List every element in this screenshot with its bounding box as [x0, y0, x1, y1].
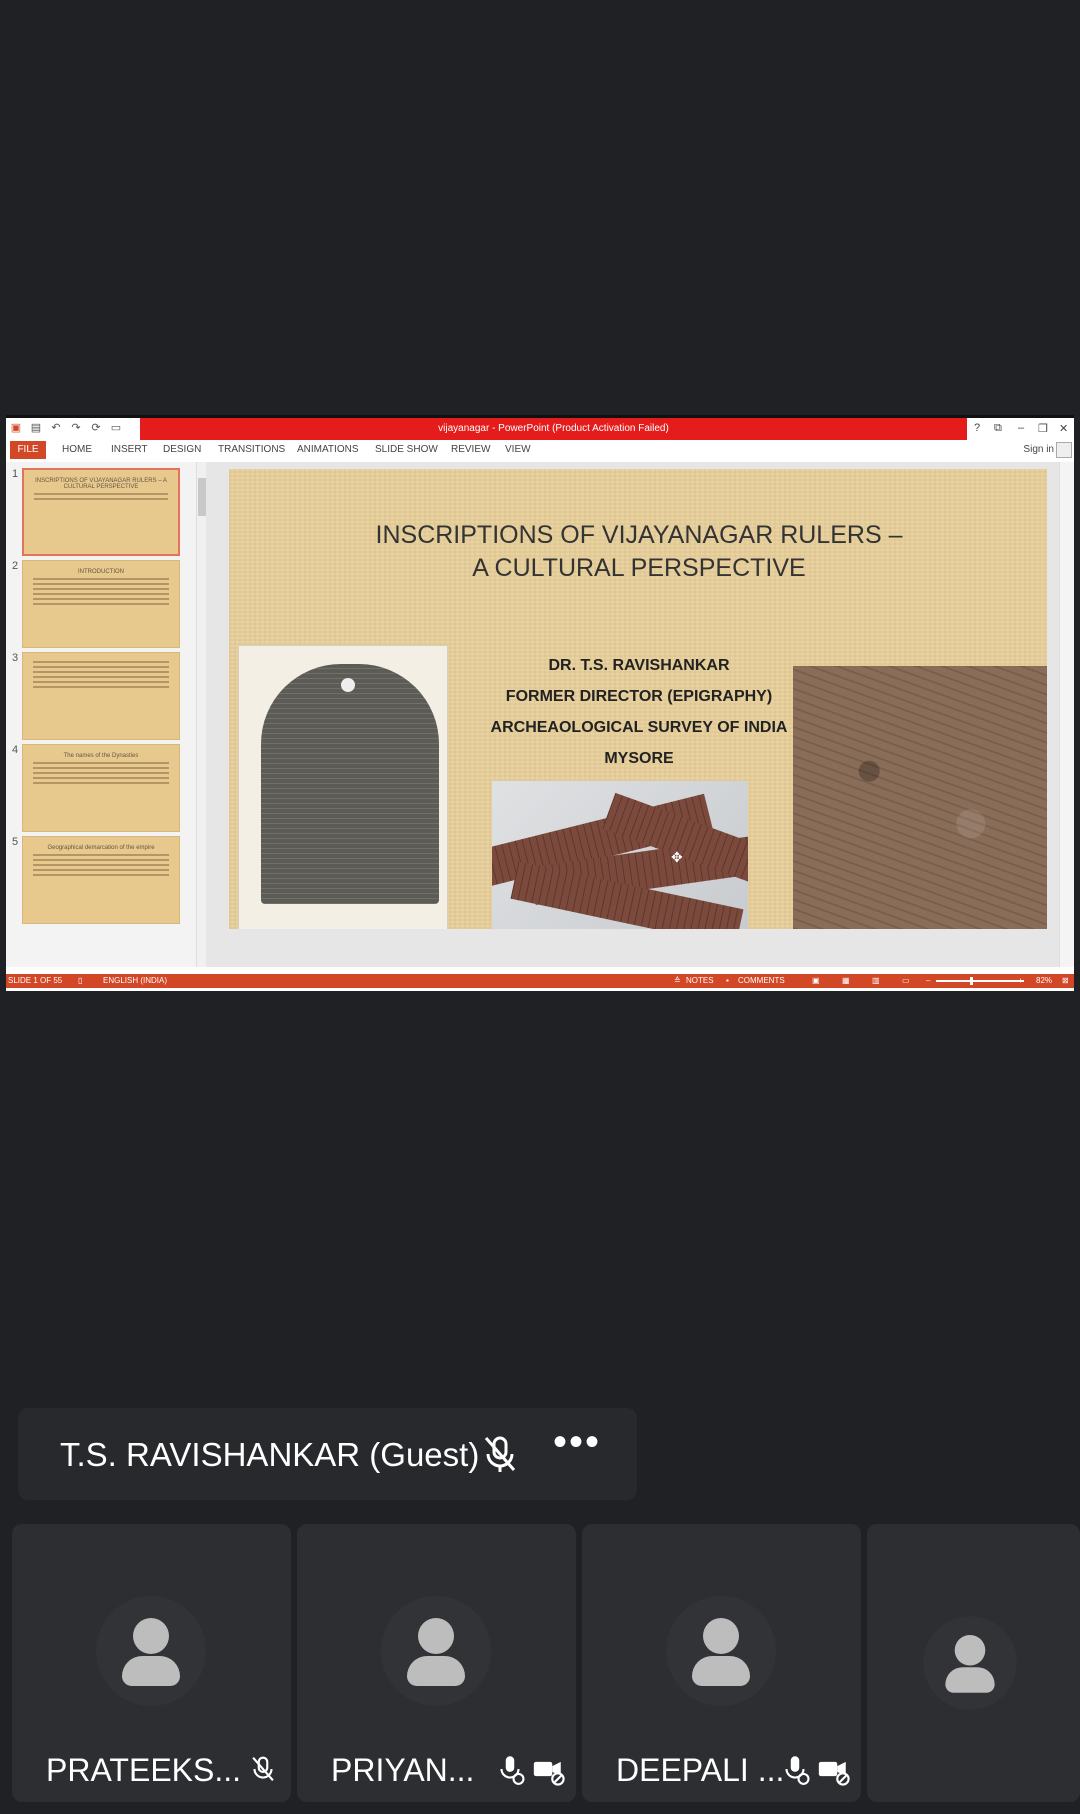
author-name: DR. T.S. RAVISHANKAR	[548, 657, 730, 674]
undo-icon[interactable]: ↶	[51, 422, 61, 434]
thumbnail-number: 2	[12, 560, 19, 572]
comments-button[interactable]: COMMENTS	[738, 976, 785, 985]
current-slide[interactable]	[229, 469, 1047, 929]
ribbon-tabs	[6, 440, 1074, 460]
camera-off-icon	[531, 1752, 565, 1786]
slide-title-line: INSCRIPTIONS OF VIJAYANAGAR RULERS –	[375, 521, 903, 549]
fit-slide-icon[interactable]: ⊠	[1062, 976, 1069, 985]
zoom-in-icon[interactable]: +	[1018, 976, 1023, 985]
slide-author-block	[459, 650, 819, 774]
slide-thumbnail[interactable]	[22, 652, 180, 740]
slide-title	[369, 519, 909, 585]
window-title: vijayanagar - PowerPoint (Product Activation Failed)	[140, 418, 967, 440]
slide-thumbnail[interactable]	[22, 560, 180, 648]
avatar-icon	[923, 1616, 1017, 1710]
slide-title-line: A CULTURAL PERSPECTIVE	[472, 554, 806, 582]
avatar-icon	[96, 1596, 206, 1706]
save-icon[interactable]: ▤	[30, 422, 42, 434]
language-indicator: ENGLISH (INDIA)	[103, 976, 168, 985]
thumbnail-number: 4	[12, 744, 19, 756]
shared-screen	[6, 415, 1074, 991]
thumbnail-number: 1	[12, 468, 19, 480]
tab-design[interactable]: DESIGN	[163, 444, 202, 455]
slide-scrollbar[interactable]	[1059, 462, 1074, 967]
close-icon[interactable]: ✕	[1059, 423, 1069, 435]
participant-tile[interactable]	[582, 1524, 861, 1802]
sign-in-link[interactable]: Sign in	[1023, 444, 1054, 455]
ribbon-options-icon[interactable]: ⧉	[994, 422, 1002, 434]
slide-thumbnail[interactable]	[22, 836, 180, 924]
redo-icon[interactable]: ↷	[71, 422, 81, 434]
stele-photo	[238, 645, 448, 929]
tab-home[interactable]: HOME	[62, 444, 92, 455]
participant-tile[interactable]	[867, 1524, 1080, 1802]
author-location: MYSORE	[604, 750, 674, 767]
inscribed-stone-image	[261, 664, 439, 904]
avatar-icon	[381, 1596, 491, 1706]
account-icon	[1056, 442, 1072, 458]
powerpoint-logo-icon: ▣	[10, 422, 22, 434]
reading-view-icon[interactable]: ▥	[872, 976, 880, 985]
help-icon[interactable]: ?	[974, 422, 981, 434]
participant-tile[interactable]	[12, 1524, 291, 1802]
zoom-slider-handle[interactable]	[970, 977, 973, 985]
mic-muted-icon	[246, 1752, 280, 1786]
repeat-icon[interactable]: ⟳	[91, 422, 101, 434]
more-options-icon[interactable]: •••	[553, 1420, 602, 1464]
slide-thumbnail[interactable]	[22, 744, 180, 832]
slide-editor	[206, 462, 1074, 967]
zoom-slider[interactable]	[936, 980, 1024, 982]
thumbnail-title: INSCRIPTIONS OF VIJAYANAGAR RULERS – A CULTURAL PERSPECTIVE	[35, 478, 167, 490]
rock-inscription-photo	[793, 666, 1047, 929]
tab-view[interactable]: VIEW	[505, 444, 531, 455]
normal-view-icon[interactable]: ▣	[812, 976, 820, 985]
slide-counter: SLIDE 1 OF 55	[8, 976, 63, 985]
speaker-name: T.S. RAVISHANKAR (Guest)	[60, 1436, 480, 1473]
copper-plates-photo	[492, 781, 748, 929]
thumbnail-number: 3	[12, 652, 19, 664]
thumbnail-title: The names of the Dynasties	[63, 753, 139, 759]
slide-thumbnail[interactable]	[22, 468, 180, 556]
tab-review[interactable]: REVIEW	[451, 444, 491, 455]
mic-icon	[778, 1752, 812, 1786]
participant-name: PRATEEKS...	[46, 1752, 242, 1788]
thumbnail-title: INTRODUCTION	[78, 569, 124, 575]
camera-off-icon	[816, 1752, 850, 1786]
thumbnail-title: Geographical demarcation of the empire	[47, 845, 155, 851]
mouse-cursor-icon: ✥	[671, 849, 683, 865]
tab-insert[interactable]: INSERT	[111, 444, 148, 455]
active-speaker-label	[18, 1408, 637, 1500]
proofing-icon[interactable]: ▯	[78, 976, 83, 985]
notes-button[interactable]: NOTES	[686, 976, 714, 985]
status-bar	[6, 974, 1074, 988]
tab-transitions[interactable]: TRANSITIONS	[218, 444, 286, 455]
zoom-level[interactable]: 82%	[1036, 976, 1053, 985]
participant-tile[interactable]	[297, 1524, 576, 1802]
author-title: FORMER DIRECTOR (EPIGRAPHY)	[505, 688, 773, 705]
avatar-icon	[666, 1596, 776, 1706]
present-icon[interactable]: ▭	[110, 422, 122, 434]
comments-icon: ▪	[726, 976, 729, 985]
notes-icon: ≙	[674, 976, 681, 985]
title-bar	[6, 418, 1074, 440]
slide-thumbnails-pane	[6, 462, 206, 967]
minimize-icon[interactable]: –	[1018, 422, 1025, 434]
slide-sorter-icon[interactable]: ▦	[842, 976, 850, 985]
author-organisation: ARCHEAOLOGICAL SURVEY OF INDIA	[490, 719, 788, 736]
tab-slide-show[interactable]: SLIDE SHOW	[375, 444, 438, 455]
participant-name: DEEPALI ...	[616, 1752, 785, 1788]
mic-muted-icon	[476, 1430, 524, 1478]
thumbnail-number: 5	[12, 836, 19, 848]
tab-file[interactable]: FILE	[10, 441, 46, 459]
mic-icon	[493, 1752, 527, 1786]
tab-animations[interactable]: ANIMATIONS	[297, 444, 359, 455]
zoom-out-icon[interactable]: –	[926, 976, 931, 985]
participant-name: PRIYAN...	[331, 1752, 475, 1788]
slideshow-icon[interactable]: ▭	[902, 976, 910, 985]
restore-icon[interactable]: ❐	[1038, 423, 1048, 435]
